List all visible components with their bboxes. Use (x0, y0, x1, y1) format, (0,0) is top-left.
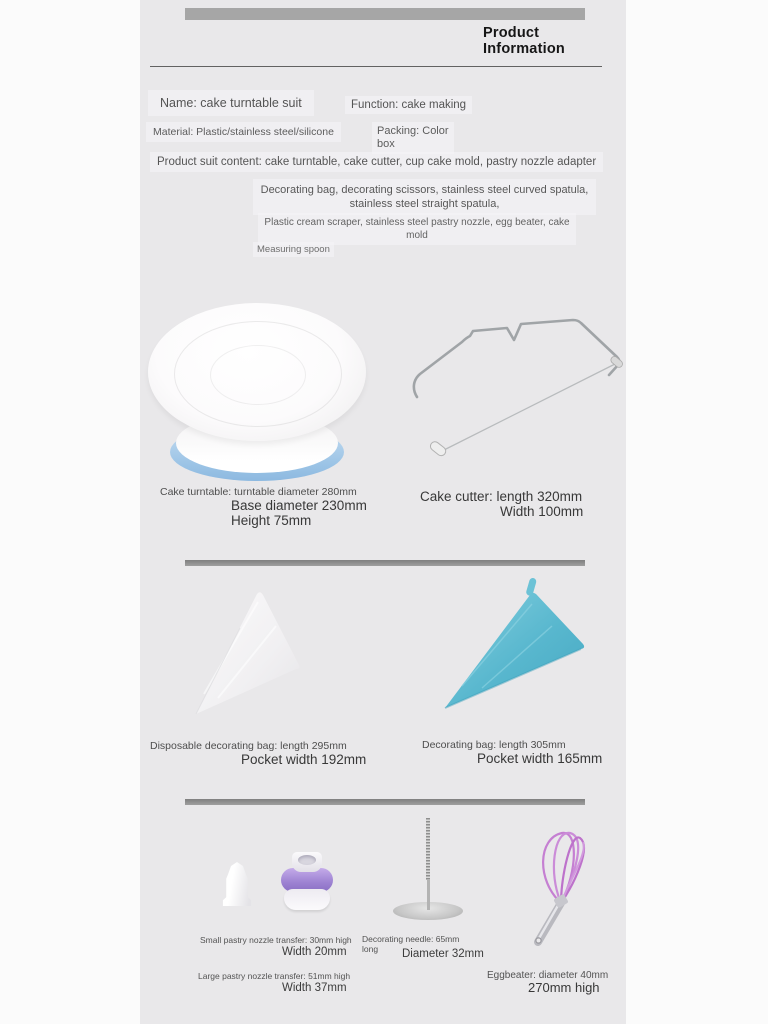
spec-suit-content-1: Product suit content: cake turntable, cake cutter, cup cake mold, pastry nozzle adapter (150, 152, 603, 172)
cake-cutter-image (412, 312, 642, 477)
eggbeater-image (528, 828, 600, 950)
cutter-caption (420, 489, 583, 519)
decorating-needle-image (392, 818, 464, 924)
eggbeater-caption-line1: Eggbeater: diameter 40mm (487, 970, 609, 981)
disposable-bag-caption (150, 740, 366, 767)
spec-product-name: Name: cake turntable suit (148, 90, 314, 116)
spec-suit-content-2: Decorating bag, decorating scissors, stainless steel curved spatula, stainless steel straight spatula, (253, 179, 596, 215)
spec-material: Material: Plastic/stainless steel/silicone (146, 122, 341, 142)
needle-threads (426, 818, 430, 880)
page-title (483, 25, 565, 57)
cutter-caption-line2: Width 100mm (500, 504, 584, 519)
cutter-caption-line1: Cake cutter: length 320mm (420, 489, 583, 504)
spec-suit-content-3: Plastic cream scraper, stainless steel pastry nozzle, egg beater, cake mold (258, 213, 576, 245)
decorating-bag-caption (422, 739, 602, 766)
decorating-bag-caption-line2: Pocket width 165mm (477, 751, 603, 766)
disposable-bag-caption-line1: Disposable decorating bag: length 295mm (150, 740, 347, 752)
page-title-line1: Product (483, 25, 540, 41)
small-nozzle-caption-line2: Width 20mm (282, 946, 347, 958)
needle-stem (427, 878, 430, 910)
decorating-bag-caption-line1: Decorating bag: length 305mm (422, 739, 566, 751)
small-nozzle-caption-line1: Small pastry nozzle transfer: 30mm high (200, 935, 352, 945)
eggbeater-caption-line2: 270mm high (528, 980, 600, 995)
section-divider-bar-2 (185, 799, 585, 805)
disposable-bag-image (180, 588, 315, 720)
header-accent-bar (185, 8, 585, 20)
turntable-caption-line1: Cake turntable: turntable diameter 280mm (160, 486, 357, 498)
large-pastry-nozzle-image (281, 852, 333, 912)
turntable-caption-line3: Height 75mm (231, 513, 312, 528)
turntable-top-plate (148, 303, 366, 441)
header-divider-line (150, 66, 602, 67)
needle-caption-line2: Diameter 32mm (402, 948, 484, 960)
turntable-caption-line2: Base diameter 230mm (231, 498, 367, 513)
decorating-bag-image (432, 576, 592, 714)
cake-turntable-image (148, 303, 366, 481)
nozzle-collar (292, 852, 322, 872)
turntable-caption (160, 486, 367, 528)
spec-function: Function: cake making (345, 96, 472, 114)
section-divider-bar-1 (185, 560, 585, 566)
large-nozzle-caption-line2: Width 37mm (282, 982, 347, 994)
large-nozzle-caption-line1: Large pastry nozzle transfer: 51mm high (198, 971, 351, 981)
nozzle-opening (298, 855, 316, 865)
small-pastry-nozzle-image (222, 862, 252, 906)
content-panel (140, 0, 626, 1024)
page-title-line2: Information (483, 41, 565, 57)
spec-packing: Packing: Color box (372, 122, 454, 154)
needle-caption-line1: Decorating needle: 65mm long (362, 934, 460, 954)
nozzle-base (284, 889, 330, 910)
spec-suit-content-4: Measuring spoon (253, 242, 334, 257)
disposable-bag-caption-line2: Pocket width 192mm (241, 752, 367, 767)
